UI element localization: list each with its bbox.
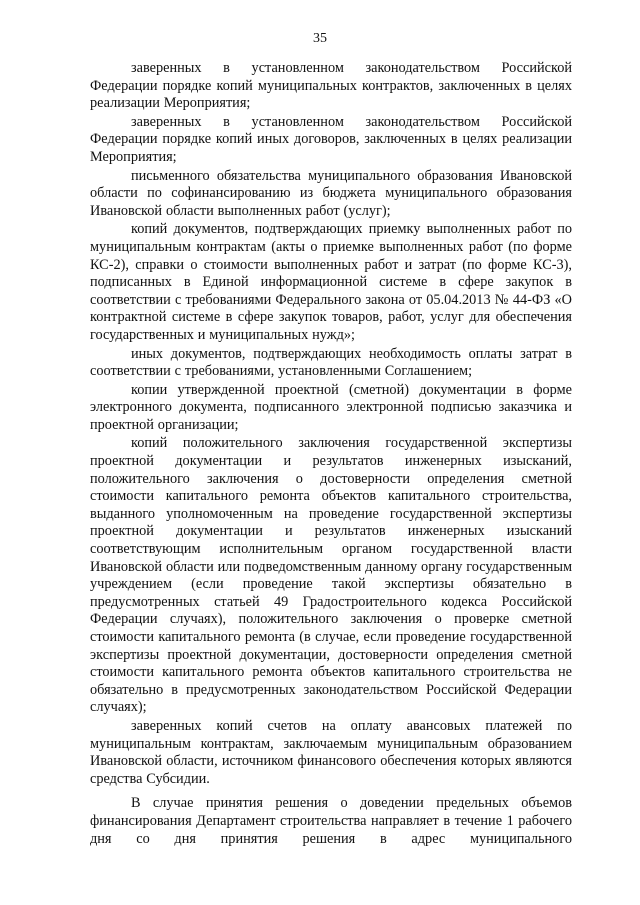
paragraph-other-documents: иных документов, подтверждающих необходимость оплаты затрат в соответствии с требованиями, установленными Соглашением; — [90, 345, 572, 380]
paragraph-funding-decision: В случае принятия решения о доведении предельных объемов финансирования Департамент строительства направляет в течение 1 рабочего дня со дня принятия решения в адрес муниципального — [90, 795, 572, 847]
paragraph-state-expertise: копий положительного заключения государственной экспертизы проектной документации и результатов инженерных изысканий, положительного заключения о достоверности определения сметной стоимости капитального ремонта объектов капитального строительства, выданного уполномоченным на проведение государственной экспертизы проектной документации и результатов инженерных изысканий соответствующим исполнительным органом государственной власти Ивановской области или подведомственным данному органу государственным учреждением (если проведение такой экспертизы обязательно в предусмотренных статьей 49 Градостроительного кодекса Российской Федерации случаях), положительного заключения о проверке сметной стоимости капитального ремонта (в случае, если проведение государственной экспертизы проектной документации, достоверности определения сметной стоимости капитального ремонта объектов капитального строительства не обязательно в предусмотренных законодательством Российской Федерации случаях); — [90, 435, 572, 716]
paragraph-certified-contract-copies: заверенных в установленном законодательством Российской Федерации порядке копий муниципальных контрактов, заключенных в целях реализации Мероприятия; — [90, 60, 572, 112]
document-body — [90, 60, 572, 848]
paragraph-certified-other-agreements: заверенных в установленном законодательством Российской Федерации порядке копий иных договоров, заключенных в целях реализации Мероприятия; — [90, 113, 572, 165]
paragraph-cofinancing-obligation: письменного обязательства муниципального образования Ивановской области по софинансированию из бюджета муниципального образования Ивановской области выполненных работ (услуг); — [90, 167, 572, 219]
paragraph-design-documentation: копии утвержденной проектной (сметной) документации в форме электронного документа, подписанного электронной подписью заказчика и проектной организации; — [90, 381, 572, 433]
paragraph-acceptance-documents: копий документов, подтверждающих приемку выполненных работ по муниципальным контрактам (акты о приемке выполненных работ (по форме КС-2), справки о стоимости выполненных работ и затрат (по форме КС-3), подписанных в Единой информационной системе в сфере закупок в соответствии с требованиями Федерального закона от 05.04.2013 № 44-ФЗ «О контрактной системе в сфере закупок товаров, работ, услуг для обеспечения государственных и муниципальных нужд»; — [90, 221, 572, 343]
paragraph-advance-invoices: заверенных копий счетов на оплату авансовых платежей по муниципальным контрактам, заключаемым муниципальным образованием Ивановской области, источником финансового обеспечения которых являются средства Субсидии. — [90, 717, 572, 787]
page-number: 35 — [313, 31, 327, 46]
